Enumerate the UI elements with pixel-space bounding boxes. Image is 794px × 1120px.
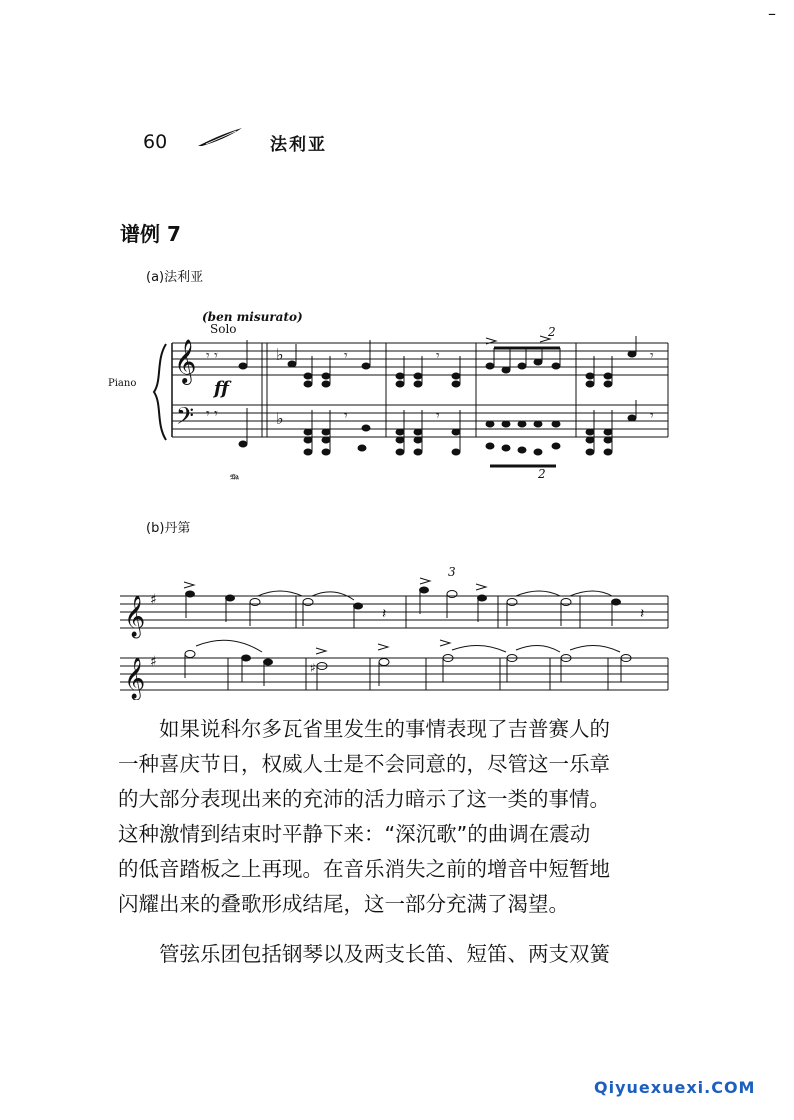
running-title: 法利亚 xyxy=(270,135,327,155)
fingering-a2: 2 xyxy=(538,467,546,481)
site-watermark: Qiyuexuexi.COM xyxy=(594,1078,756,1097)
text-line: 的大部分表现出来的充沛的活力暗示了这一类的事情。 xyxy=(118,787,610,811)
svg-text:𝄽: 𝄽 xyxy=(640,606,645,622)
svg-text:♭: ♭ xyxy=(276,409,284,428)
svg-text:𝄞: 𝄞 xyxy=(124,658,146,699)
svg-text:♯: ♯ xyxy=(150,654,157,670)
tempo-marking: (ben misurato) xyxy=(202,310,303,324)
svg-text:𝄾 𝄾: 𝄾 𝄾 xyxy=(206,348,218,364)
example-a-label: (a)法利亚 xyxy=(146,270,204,285)
instrument-label: Piano xyxy=(108,378,137,389)
svg-text:𝄾 𝄾: 𝄾 𝄾 xyxy=(206,406,218,422)
fingering-b1: 3 xyxy=(448,565,456,579)
text-line: 管弦乐团包括钢琴以及两支长笛、短笛、两支双簧 xyxy=(118,942,610,966)
example-b-label: (b)丹第 xyxy=(146,521,191,536)
svg-text:𝄢: 𝄢 xyxy=(176,402,195,435)
svg-text:𝄾: 𝄾 xyxy=(436,348,440,364)
pedal-marking: 𝆮 xyxy=(228,470,238,488)
text-line: 这种激情到结束时平静下来：“深沉歌”的曲调在震动 xyxy=(118,822,591,846)
page-number: 60 xyxy=(143,131,168,153)
text-line: 闪耀出来的叠歌形成结尾，这一部分充满了渴望。 xyxy=(118,892,569,916)
body-paragraph-2 xyxy=(118,937,678,972)
text-line: 的低音踏板之上再现。在音乐消失之前的增音中短暂地 xyxy=(118,857,610,881)
svg-text:♯: ♯ xyxy=(150,592,157,608)
corner-mark: – xyxy=(768,4,776,23)
svg-text:𝄾: 𝄾 xyxy=(344,348,348,364)
svg-text:𝄞: 𝄞 xyxy=(124,596,146,637)
example-heading: 谱例 7 xyxy=(120,222,181,246)
svg-text:𝄾: 𝄾 xyxy=(650,348,654,364)
svg-text:♭: ♭ xyxy=(276,345,284,364)
svg-text:𝄾: 𝄾 xyxy=(344,408,348,424)
text-line: 一种喜庆节日，权威人士是不会同意的，尽管这一乐章 xyxy=(118,752,610,776)
svg-text:𝄾: 𝄾 xyxy=(436,408,440,424)
dynamic-marking: ff xyxy=(214,378,229,399)
solo-marking: Solo xyxy=(210,322,237,336)
body-paragraph-1 xyxy=(118,712,678,922)
svg-text:𝄾: 𝄾 xyxy=(650,408,654,424)
svg-text:𝄞: 𝄞 xyxy=(174,339,197,383)
svg-text:♯: ♯ xyxy=(310,661,316,675)
fingering-a1: 2 xyxy=(548,325,556,339)
svg-text:𝄽: 𝄽 xyxy=(382,606,387,622)
text-line: 如果说科尔多瓦省里发生的事情表现了吉普赛人的 xyxy=(118,717,610,741)
